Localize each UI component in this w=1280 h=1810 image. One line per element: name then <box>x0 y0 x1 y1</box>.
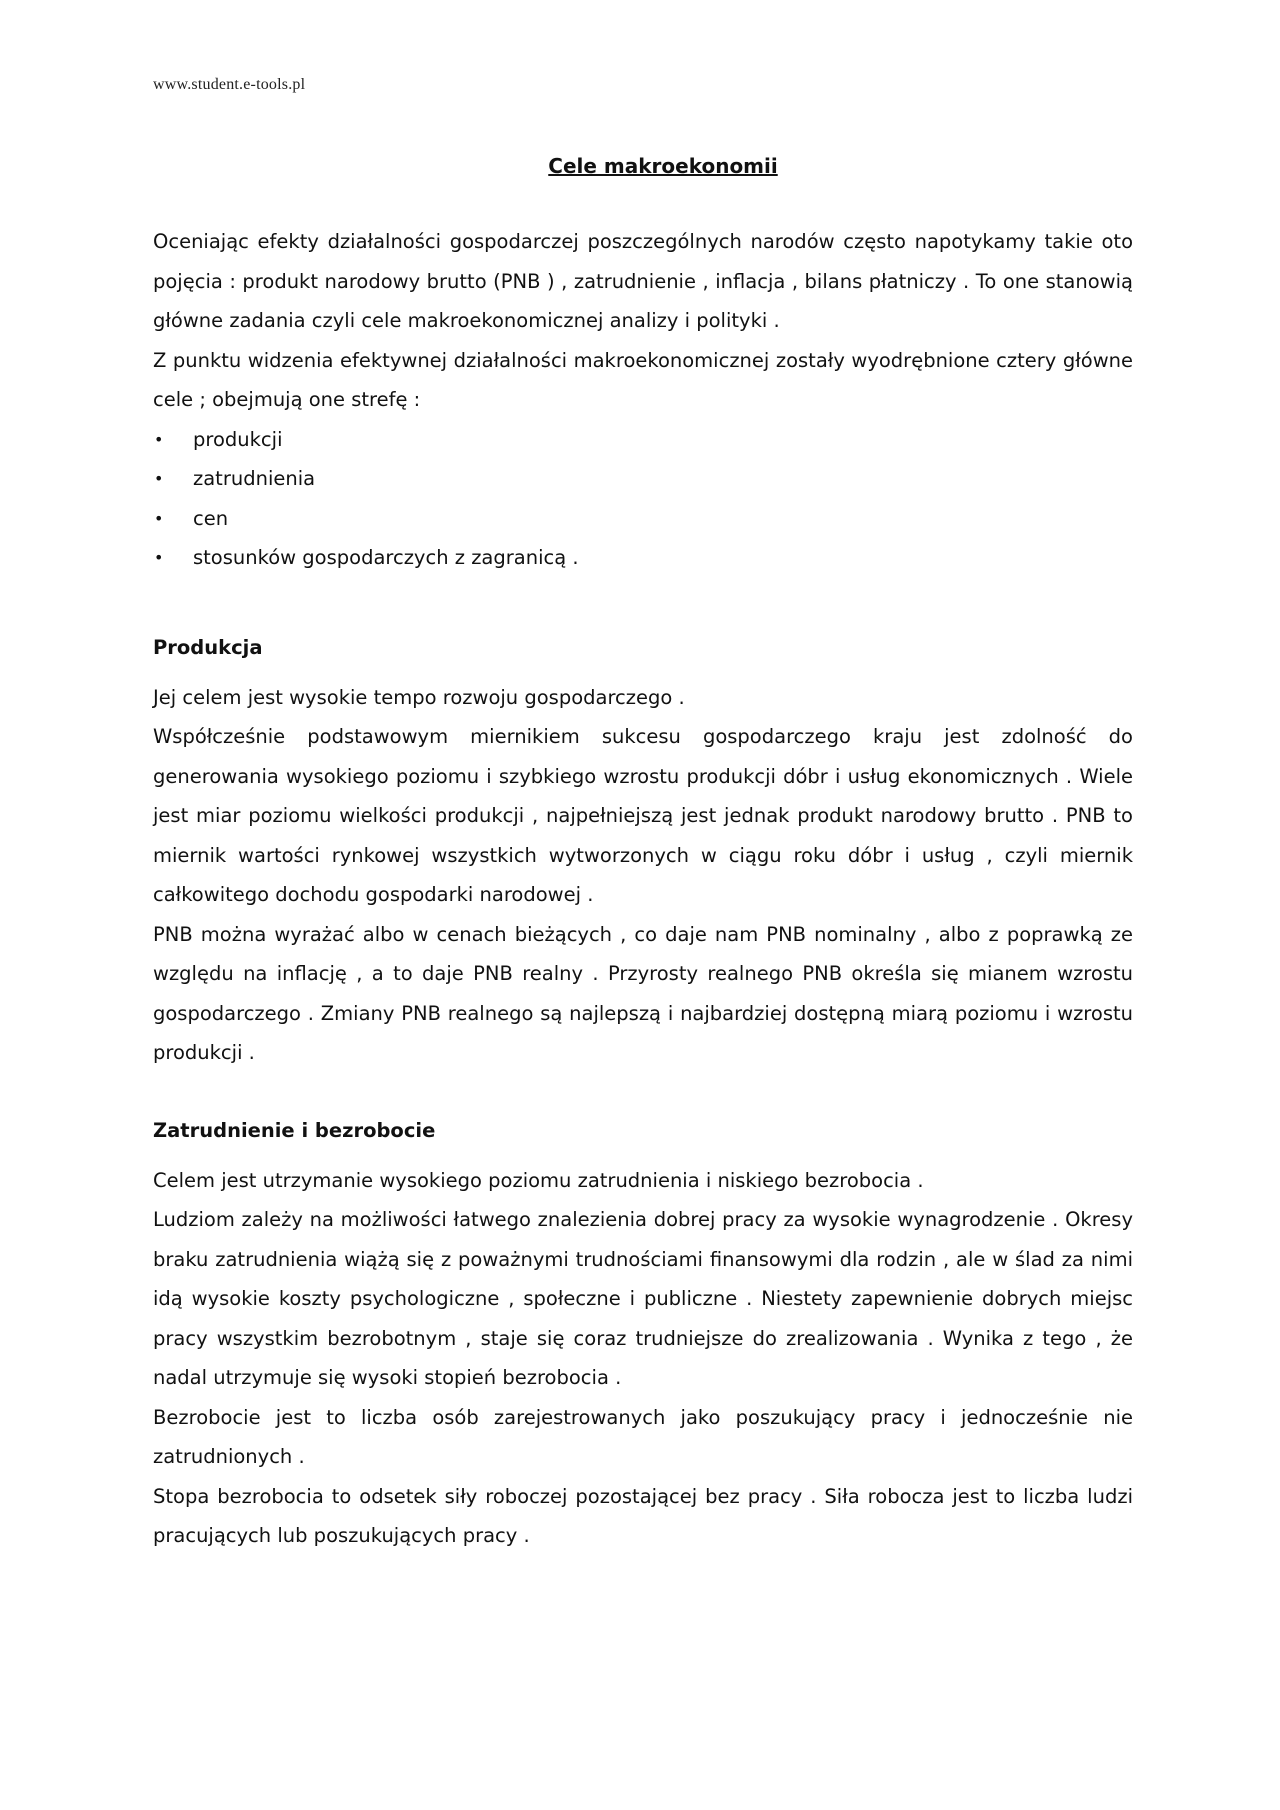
section-paragraph: PNB można wyrażać albo w cenach bieżących , co daje nam PNB nominalny , albo z poprawką ze względu na inflację , a to daje PNB realny . Przyrosty realnego PNB określa się mianem wzrostu gospodarczego . Zmiany PNB realnego są najlepszą i najbardziej dostępną miarą poziomu i wzrostu produkcji . <box>153 922 1133 1064</box>
bullet-icon: • <box>154 429 164 449</box>
list-item-label: produkcji <box>193 427 283 451</box>
list-item <box>153 459 1133 499</box>
bullet-icon: • <box>154 548 164 567</box>
intro-paragraph: Z punktu widzenia efektywnej działalności makroekonomicznej zostały wyodrębnione cztery główne cele ; obejmują one strefę : <box>153 348 1133 411</box>
section-heading-produkcja: Produkcja <box>153 635 263 659</box>
list-item-label: zatrudnienia <box>193 467 316 490</box>
list-item-label: stosunków gospodarczych z zagranicą . <box>193 546 579 569</box>
intro-paragraph: Oceniając efekty działalności gospodarczej poszczególnych narodów często napotykamy takie oto pojęcia : produkt narodowy brutto (PNB ) , zatrudnienie , inflacja , bilans płatniczy . To one stanowią główne zadania czyli cele makroekonomicznej analizy i polityki . <box>153 230 1133 332</box>
document-body <box>153 150 1133 1556</box>
list-item-label: cen <box>193 506 229 530</box>
bullet-icon: • <box>154 508 164 528</box>
goals-list <box>153 420 1133 578</box>
section-paragraph: Współcześnie podstawowym miernikiem sukcesu gospodarczego kraju jest zdolność do generowania wysokiego poziomu i szybkiego wzrostu produkcji dóbr i usług ekonomicznych . Wiele jest miar poziomu wielkości produkcji , najpełniejszą jest jednak produkt narodowy brutto . PNB to miernik wartości rynkowej wszystkich wytworzonych w ciągu roku dóbr i usług , czyli miernik całkowitego dochodu gospodarki narodowej . <box>153 725 1133 906</box>
page-header-url: www.student.e-tools.pl <box>153 76 306 93</box>
section-paragraph: Bezrobocie jest to liczba osób zarejestrowanych jako poszukujący pracy i jednocześnie nie zatrudnionych . <box>153 1405 1133 1468</box>
section-paragraph: Jej celem jest wysokie tempo rozwoju gospodarczego . <box>153 685 685 709</box>
section-paragraph: Ludziom zależy na możliwości łatwego znalezienia dobrej pracy za wysokie wynagrodzenie . Okresy braku zatrudnienia wiążą się z poważnymi trudnościami finansowymi dla rodzin , ale w ślad za nimi idą wysokie koszty psychologiczne , społeczne i publiczne . Niestety zapewnienie dobrych miejsc pracy wszystkim bezrobotnym , staje się coraz trudniejsze do zrealizowania . Wynika z tego , że nadal utrzymuje się wysoki stopień bezrobocia . <box>153 1208 1133 1389</box>
section-paragraph: Celem jest utrzymanie wysokiego poziomu zatrudnienia i niskiego bezrobocia . <box>153 1168 924 1192</box>
list-item <box>153 420 1133 460</box>
bullet-icon: • <box>154 469 164 488</box>
section-paragraph: Stopa bezrobocia to odsetek siły roboczej pozostającej bez pracy . Siła robocza jest to liczba ludzi pracujących lub poszukujących pracy . <box>153 1484 1133 1547</box>
list-item <box>153 538 1133 578</box>
document-title: Cele makroekonomii <box>548 154 778 178</box>
list-item <box>153 499 1133 539</box>
section-heading-zatrudnienie: Zatrudnienie i bezrobocie <box>153 1118 436 1142</box>
